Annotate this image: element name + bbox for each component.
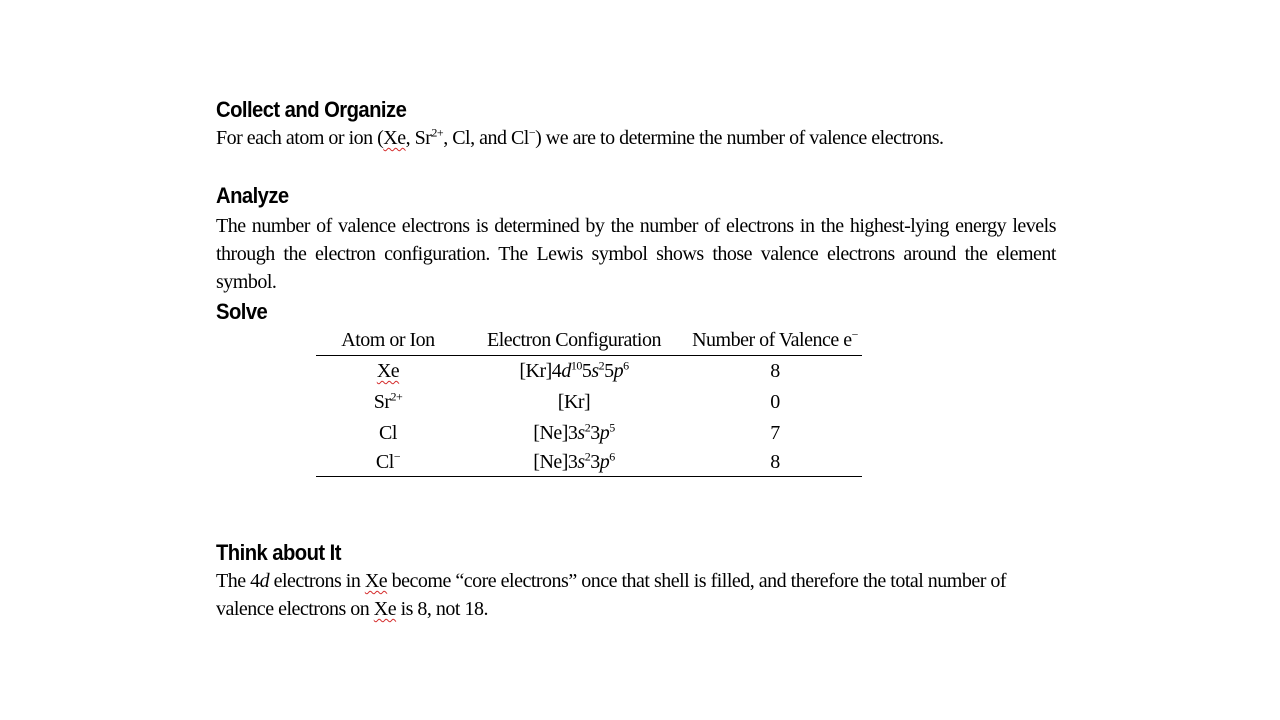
analyze-section <box>216 183 1056 296</box>
think-text: The 4d electrons in Xe become “core electrons” once that shell is filled, and therefore the total number of valence electrons on Xe is 8, not 18. <box>216 570 1007 620</box>
solve-heading: Solve <box>216 299 268 324</box>
config-cell: [Kr] <box>557 391 591 413</box>
table-row <box>316 356 862 388</box>
think-section <box>216 540 1056 623</box>
table-row <box>316 418 862 449</box>
header-electron-configuration: Electron Configuration <box>460 328 688 356</box>
analyze-heading: Analyze <box>216 183 289 208</box>
analyze-text: The number of valence electrons is determined by the number of electrons in the highest-lying energy levels through the electron configuration. The Lewis symbol shows those valence electrons around the element symbol. <box>216 215 1056 293</box>
table-row <box>316 387 862 418</box>
think-heading: Think about It <box>216 540 341 565</box>
valence-cell: 8 <box>688 449 862 477</box>
xe-spellcheck-word: Xe <box>383 127 406 149</box>
config-cell: $[Ne]3s^23p^6$ <box>460 449 688 477</box>
atom-cell: $Sr^{2+}$ <box>373 389 403 413</box>
valence-table <box>316 328 862 477</box>
valence-cell: 0 <box>770 391 780 413</box>
xe-spellcheck-word: Xe <box>364 570 388 592</box>
valence-cell: 8 <box>770 360 780 382</box>
table-row <box>316 449 862 477</box>
config-cell: $[Ne]3s^23p^5$ <box>533 420 615 444</box>
collect-text: For each atom or ion (Xe, $Sr^{2+}$, Cl, and Cl−) we are to determine the number of valence electrons. <box>216 125 944 149</box>
atom-cell: Cl− <box>316 449 460 477</box>
header-atom-or-ion: Atom or Ion <box>316 328 460 356</box>
collect-heading: Collect and Organize <box>216 97 407 122</box>
atom-cell: Cl <box>379 422 397 444</box>
valence-cell: 7 <box>770 422 780 444</box>
solve-section <box>216 299 1056 325</box>
header-valence: Number of Valence e− <box>688 328 862 356</box>
xe-spellcheck-word: Xe <box>373 598 397 620</box>
atom-cell: Xe <box>376 360 400 382</box>
collect-section <box>216 97 1056 152</box>
config-cell: $[Kr]4d^{10}5s^25p^6$ <box>519 358 629 382</box>
table-header-row <box>316 328 862 356</box>
